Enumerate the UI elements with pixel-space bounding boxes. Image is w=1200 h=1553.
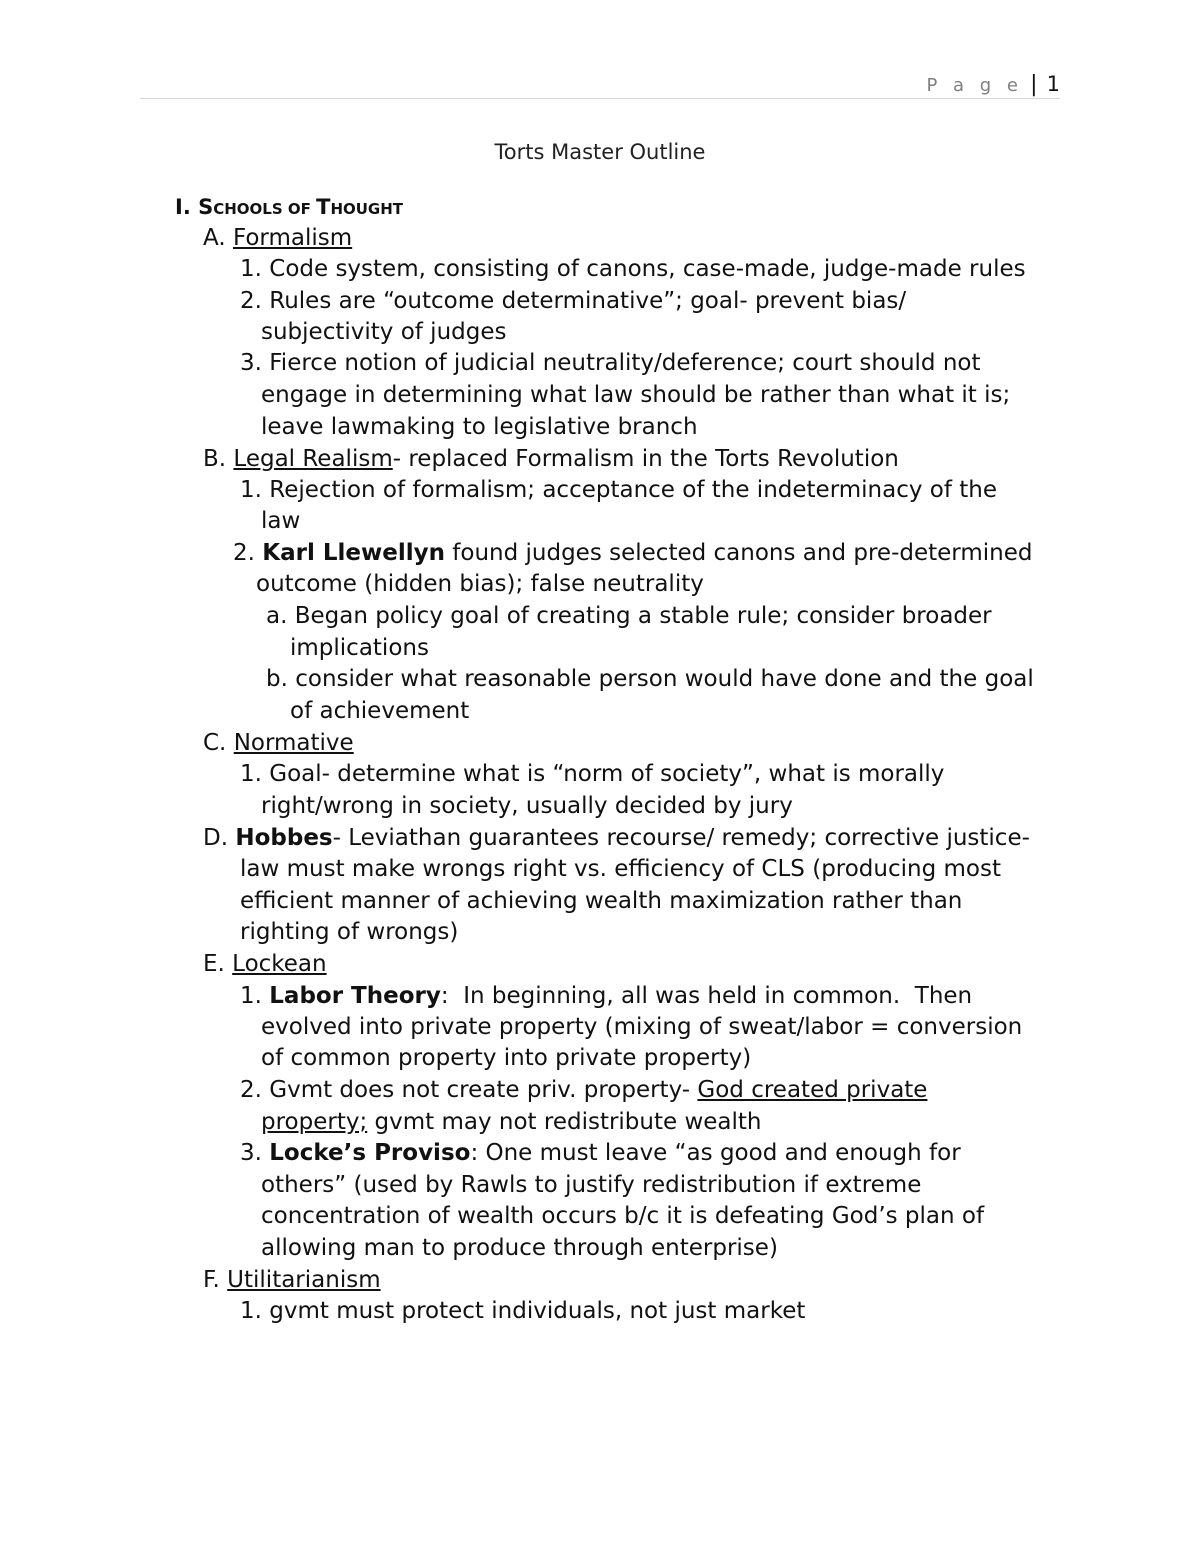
heading-formalism: Formalism	[232, 225, 353, 251]
list-item: 1. Goal- determine what is “norm of society”, what is morally	[240, 761, 945, 787]
page-number: 1	[1046, 72, 1060, 96]
list-item: 2. Gvmt does not create priv. property- God created private	[240, 1077, 928, 1103]
sub-list-item: a. Began policy goal of creating a stable rule; consider broader	[266, 603, 992, 629]
list-item: 2. Rules are “outcome determinative”; goal- prevent bias/	[240, 288, 907, 314]
paragraph-line: righting of wrongs)	[240, 919, 459, 945]
list-item-continuation: right/wrong in society, usually decided by jury	[261, 793, 793, 819]
subsection-f: F. Utilitarianism	[203, 1267, 381, 1293]
sub-list-item: b. consider what reasonable person would have done and the goal	[266, 666, 1034, 692]
list-item-continuation: concentration of wealth occurs b/c it is defeating God’s plan of	[261, 1203, 985, 1229]
list-item: 1. Labor Theory: In beginning, all was held in common. Then	[240, 983, 973, 1009]
sub-list-item-continuation: implications	[290, 635, 429, 661]
list-item-continuation: of common property into private property)	[261, 1045, 752, 1071]
list-item: 1. Code system, consisting of canons, case-made, judge-made rules	[240, 256, 1026, 282]
list-item-continuation: leave lawmaking to legislative branch	[261, 414, 698, 440]
list-item-continuation: others” (used by Rawls to justify redistribution if extreme	[261, 1172, 922, 1198]
heading-lockean: Lockean	[232, 951, 327, 977]
list-item-continuation: evolved into private property (mixing of sweat/labor = conversion	[261, 1014, 1023, 1040]
heading-normative: Normative	[233, 730, 354, 756]
heading-legal-realism: Legal Realism	[233, 446, 393, 472]
subsection-c: C. Normative	[203, 730, 354, 756]
sub-list-item-continuation: of achievement	[290, 698, 470, 724]
page-separator: |	[1030, 72, 1038, 97]
heading-utilitarianism: Utilitarianism	[227, 1267, 381, 1293]
paragraph-line: law must make wrongs right vs. efficiency of CLS (producing most	[240, 856, 1001, 882]
list-item-continuation: property; gvmt may not redistribute wealth	[261, 1109, 762, 1135]
list-item: 1. Rejection of formalism; acceptance of the indeterminacy of the	[240, 477, 998, 503]
subsection-d: D. Hobbes- Leviathan guarantees recourse/ remedy; corrective justice-	[203, 825, 1030, 851]
list-item-continuation: allowing man to produce through enterprise)	[261, 1235, 778, 1261]
list-item-continuation: law	[261, 508, 301, 534]
list-item-continuation: engage in determining what law should be rather than what it is;	[261, 382, 1011, 408]
section-heading: I. SCHOOLS OF THOUGHT	[175, 195, 404, 219]
list-item-continuation: subjectivity of judges	[261, 319, 507, 345]
list-item: 2. Karl Llewellyn found judges selected canons and pre-determined	[233, 540, 1033, 566]
list-item: 3. Fierce notion of judicial neutrality/deference; court should not	[240, 350, 981, 376]
document-title: Torts Master Outline	[494, 140, 706, 164]
page-label: P a g e	[926, 75, 1024, 96]
subsection-b: B. Legal Realism- replaced Formalism in the Torts Revolution	[203, 446, 899, 472]
subsection-e: E. Lockean	[203, 951, 327, 977]
page-header	[140, 72, 1060, 99]
list-item: 1. gvmt must protect individuals, not just market	[240, 1298, 806, 1324]
list-item-continuation: outcome (hidden bias); false neutrality	[256, 571, 704, 597]
list-item: 3. Locke’s Proviso: One must leave “as good and enough for	[240, 1140, 961, 1166]
subsection-a: A. Formalism	[203, 225, 353, 251]
paragraph-line: efficient manner of achieving wealth maximization rather than	[240, 888, 963, 914]
